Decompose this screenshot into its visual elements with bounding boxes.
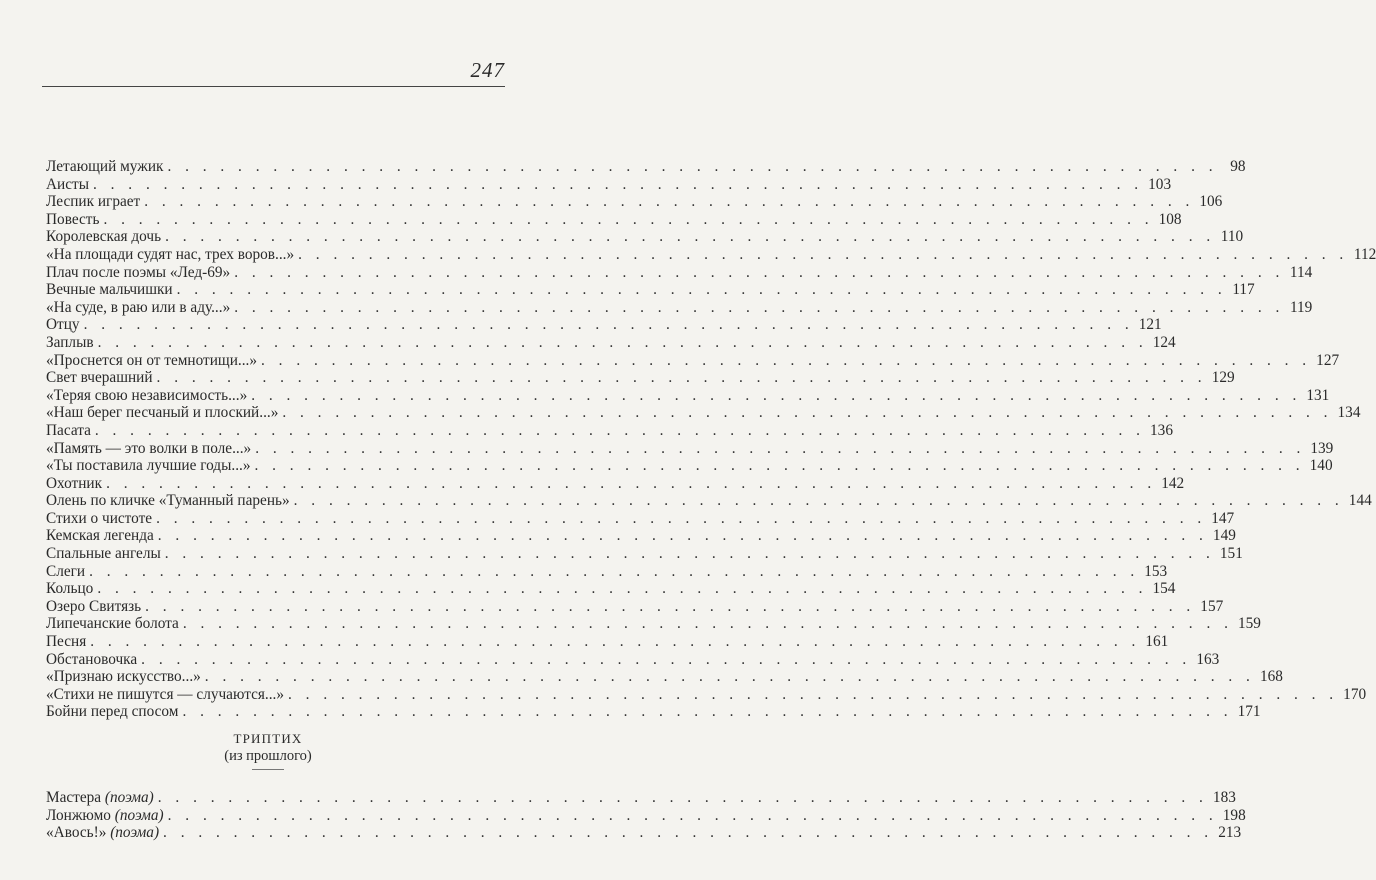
entry-title	[46, 651, 137, 669]
toc-entry	[46, 369, 1235, 387]
entry-title	[46, 789, 154, 807]
toc-entry	[46, 351, 1340, 370]
toc-list	[46, 158, 1376, 721]
entry-page: 129	[1211, 369, 1235, 387]
dot-leader: . . . . . . . . . . . . . . . . . . . . . . . . . . . . . . . . . . . . . . . . . . . . . . . . . . . . . . . . . . . .	[167, 806, 1218, 824]
entry-page: 124	[1152, 333, 1176, 351]
toc-entry	[46, 633, 1169, 651]
toc-entry	[46, 703, 1261, 721]
entry-title	[46, 264, 230, 282]
entry-title-text: Повесть	[46, 210, 100, 228]
toc-entry	[46, 245, 1376, 264]
entry-title-text: Заплыв	[46, 333, 94, 351]
entry-page: 161	[1145, 633, 1169, 651]
entry-title	[46, 228, 161, 246]
entry-title	[46, 807, 164, 825]
entry-page: 136	[1150, 421, 1173, 439]
entry-title	[46, 475, 102, 493]
toc-entry	[46, 806, 1246, 825]
toc-entry	[46, 457, 1333, 475]
entry-title	[46, 598, 141, 616]
toc-entry	[46, 580, 1176, 598]
entry-title-text: Бойни перед спосом	[46, 703, 179, 721]
toc-entry	[46, 228, 1244, 246]
toc-entry	[46, 158, 1246, 176]
entry-title-text: «Проснется он от темнотищи...»	[46, 351, 258, 369]
entry-title	[46, 633, 86, 651]
toc-entry	[46, 668, 1283, 686]
entry-title-text: «Ты поставила лучшие годы...»	[46, 457, 251, 475]
dot-leader: . . . . . . . . . . . . . . . . . . . . . . . . . . . . . . . . . . . . . . . . . . . . . . . . . . . . . . . . . . . .	[165, 228, 1216, 246]
entry-page: 103	[1148, 175, 1172, 193]
toc-entry	[46, 386, 1330, 405]
dot-leader: . . . . . . . . . . . . . . . . . . . . . . . . . . . . . . . . . . . . . . . . . . . . . . . . . . . . . . . . . . . .	[93, 175, 1144, 193]
entry-page: 163	[1196, 650, 1220, 668]
dot-leader: . . . . . . . . . . . . . . . . . . . . . . . . . . . . . . . . . . . . . . . . . . . . . . . . . . . . . . . . . . . .	[298, 245, 1349, 263]
entry-title-text: Лонжюмо	[46, 806, 111, 824]
dot-leader: . . . . . . . . . . . . . . . . . . . . . . . . . . . . . . . . . . . . . . . . . . . . . . . . . . . . . . . . . . . .	[141, 650, 1192, 668]
entry-title-text: Охотник	[46, 474, 103, 492]
entry-title	[46, 352, 257, 370]
dot-leader: . . . . . . . . . . . . . . . . . . . . . . . . . . . . . . . . . . . . . . . . . . . . . . . . . . . . . . . . . . . .	[89, 562, 1140, 580]
dot-leader: . . . . . . . . . . . . . . . . . . . . . . . . . . . . . . . . . . . . . . . . . . . . . . . . . . . . . . . . . . . .	[182, 703, 1233, 721]
entry-title	[46, 545, 161, 563]
entry-title	[46, 686, 284, 704]
dot-leader: . . . . . . . . . . . . . . . . . . . . . . . . . . . . . . . . . . . . . . . . . . . . . . . . . . . . . . . . . . . .	[182, 615, 1233, 633]
entry-title-text: Стихи о чистоте	[46, 509, 153, 527]
entry-title	[46, 492, 290, 510]
toc-entry	[46, 492, 1372, 510]
dot-leader: . . . . . . . . . . . . . . . . . . . . . . . . . . . . . . . . . . . . . . . . . . . . . . . . . . . . . . . . . . . .	[94, 421, 1145, 439]
dot-leader: . . . . . . . . . . . . . . . . . . . . . . . . . . . . . . . . . . . . . . . . . . . . . . . . . . . . . . . . . . . .	[261, 351, 1312, 369]
entry-title-text: Пасата	[46, 421, 91, 439]
entry-title	[46, 334, 94, 352]
toc-entry	[46, 615, 1261, 633]
toc-entry	[46, 597, 1224, 616]
toc-entry	[46, 333, 1176, 352]
entry-title-text: Песня	[46, 633, 87, 651]
entry-title-text: Отцу	[46, 316, 80, 334]
entry-title-text: Вечные мальчишки	[46, 281, 173, 299]
dot-leader: . . . . . . . . . . . . . . . . . . . . . . . . . . . . . . . . . . . . . . . . . . . . . . . . . . . . . . . . . . . .	[156, 509, 1207, 527]
entry-page: 157	[1200, 597, 1224, 615]
entry-page: 154	[1152, 580, 1176, 598]
entry-title	[46, 824, 159, 842]
entry-title-text: «На суде, в раю или в аду...»	[46, 298, 231, 316]
entry-page: 140	[1309, 457, 1333, 475]
entry-title-text: Кольцо	[46, 580, 94, 598]
toc-entry	[46, 404, 1361, 422]
entry-title-text: Олень по кличке «Туманный парень»	[46, 492, 290, 510]
dot-leader: . . . . . . . . . . . . . . . . . . . . . . . . . . . . . . . . . . . . . . . . . . . . . . . . . . . . . . . . . . . .	[97, 580, 1148, 598]
entry-page: 142	[1161, 474, 1185, 492]
entry-page: 149	[1212, 527, 1236, 545]
entry-note: (поэма)	[114, 806, 164, 824]
toc-entry	[46, 474, 1185, 493]
entry-title	[46, 211, 99, 229]
toc-entry	[46, 316, 1162, 334]
entry-title	[46, 387, 247, 405]
dot-leader: . . . . . . . . . . . . . . . . . . . . . . . . . . . . . . . . . . . . . . . . . . . . . . . . . . . . . . . . . . . .	[251, 386, 1302, 404]
entry-title-text: Кемская легенда	[46, 527, 154, 545]
entry-page: 98	[1230, 158, 1246, 175]
table-of-contents	[46, 158, 1376, 842]
entry-title	[46, 246, 294, 264]
entry-title-text: Королевская дочь	[46, 228, 162, 246]
toc-entry	[46, 175, 1172, 194]
entry-page: 112	[1353, 245, 1376, 263]
dot-leader: . . . . . . . . . . . . . . . . . . . . . . . . . . . . . . . . . . . . . . . . . . . . . . . . . . . . . . . . . . . .	[255, 439, 1306, 457]
entry-page: 106	[1199, 193, 1223, 211]
toc-entry	[46, 263, 1313, 282]
entry-title-text: Мастера	[46, 789, 102, 806]
dot-leader: . . . . . . . . . . . . . . . . . . . . . . . . . . . . . . . . . . . . . . . . . . . . . . . . . . . . . . . . . . . .	[288, 685, 1339, 703]
entry-title-text: Озеро Свитязь	[46, 597, 142, 615]
dot-leader: . . . . . . . . . . . . . . . . . . . . . . . . . . . . . . . . . . . . . . . . . . . . . . . . . . . . . . . . . . . .	[156, 369, 1207, 387]
dot-leader: . . . . . . . . . . . . . . . . . . . . . . . . . . . . . . . . . . . . . . . . . . . . . . . . . . . . . . . . . . . .	[254, 457, 1305, 475]
entry-title	[46, 422, 91, 440]
entry-title-text: «На площади судят нас, трех воров...»	[46, 245, 295, 263]
entry-page: 114	[1289, 263, 1313, 281]
entry-title	[46, 510, 152, 528]
entry-page: 213	[1218, 824, 1242, 842]
entry-page: 134	[1337, 404, 1361, 422]
section-heading: ТРИПТИХ	[233, 731, 303, 746]
entry-title-text: Спальные ангелы	[46, 545, 161, 563]
entry-title	[46, 369, 153, 387]
section-list	[46, 789, 1246, 842]
section-subheading: (из прошлого)	[224, 748, 312, 764]
entry-page: 117	[1232, 281, 1255, 299]
entry-title	[46, 316, 80, 334]
entry-title-text: «Признаю искусство...»	[46, 668, 201, 686]
entry-title	[46, 176, 89, 194]
entry-title-text: Слеги	[46, 562, 86, 580]
entry-page: 119	[1289, 298, 1313, 316]
entry-page: 147	[1211, 509, 1235, 527]
toc-entry	[46, 298, 1313, 317]
toc-entry	[46, 789, 1236, 807]
entry-note: (поэма)	[110, 824, 160, 842]
entry-page: 198	[1222, 806, 1246, 824]
entry-page: 171	[1237, 703, 1261, 721]
entry-title	[46, 580, 93, 598]
entry-page: 139	[1310, 439, 1334, 457]
entry-title	[46, 299, 230, 317]
toc-entry	[46, 685, 1367, 704]
toc-entry	[46, 824, 1242, 842]
entry-title-text: Леспик играет	[46, 193, 141, 211]
entry-title	[46, 281, 173, 299]
entry-title	[46, 457, 251, 475]
dot-leader: . . . . . . . . . . . . . . . . . . . . . . . . . . . . . . . . . . . . . . . . . . . . . . . . . . . . . . . . . . . .	[97, 333, 1148, 351]
toc-entry	[46, 527, 1236, 545]
dot-leader: . . . . . . . . . . . . . . . . . . . . . . . . . . . . . . . . . . . . . . . . . . . . . . . . . . . . . . . . . . . .	[145, 597, 1196, 615]
entry-title-text: Липечанские болота	[46, 615, 179, 633]
entry-page: 168	[1259, 668, 1283, 686]
dot-leader: . . . . . . . . . . . . . . . . . . . . . . . . . . . . . . . . . . . . . . . . . . . . . . . . . . . . . . . . . . . .	[163, 824, 1214, 842]
toc-entry	[46, 439, 1334, 458]
dot-leader: . . . . . . . . . . . . . . . . . . . . . . . . . . . . . . . . . . . . . . . . . . . . . . . . . . . . . . . . . . . .	[90, 633, 1141, 651]
entry-page: 151	[1219, 545, 1243, 563]
entry-title	[46, 158, 163, 176]
entry-title	[46, 703, 178, 721]
entry-page: 108	[1158, 210, 1182, 228]
toc-entry	[46, 562, 1168, 581]
entry-title-text: Свет вчерашний	[46, 369, 153, 387]
entry-title	[46, 615, 179, 633]
toc-entry	[46, 650, 1220, 669]
entry-title-text: Обстановочка	[46, 650, 138, 668]
dot-leader: . . . . . . . . . . . . . . . . . . . . . . . . . . . . . . . . . . . . . . . . . . . . . . . . . . . . . . . . . . . .	[167, 158, 1218, 175]
toc-entry	[46, 281, 1255, 299]
toc-entry	[46, 509, 1235, 528]
dot-leader: . . . . . . . . . . . . . . . . . . . . . . . . . . . . . . . . . . . . . . . . . . . . . . . . . . . . . . . . . . . .	[157, 789, 1208, 806]
dot-leader: . . . . . . . . . . . . . . . . . . . . . . . . . . . . . . . . . . . . . . . . . . . . . . . . . . . . . . . . . . . .	[293, 492, 1344, 510]
entry-page: 144	[1348, 492, 1372, 510]
section-rule	[252, 769, 284, 770]
entry-title	[46, 668, 201, 686]
toc-entry	[46, 421, 1173, 440]
entry-title	[46, 404, 278, 422]
entry-page: 110	[1220, 228, 1244, 246]
entry-page: 127	[1316, 351, 1340, 369]
entry-title-text: «Память — это волки в поле...»	[46, 439, 252, 457]
page-number: 247	[470, 58, 505, 82]
entry-page: 159	[1237, 615, 1261, 633]
entry-title	[46, 440, 251, 458]
entry-title-text: Аисты	[46, 175, 89, 193]
dot-leader: . . . . . . . . . . . . . . . . . . . . . . . . . . . . . . . . . . . . . . . . . . . . . . . . . . . . . . . . . . . .	[176, 281, 1227, 299]
entry-title-text: Плач после поэмы «Лед-69»	[46, 263, 231, 281]
dot-leader: . . . . . . . . . . . . . . . . . . . . . . . . . . . . . . . . . . . . . . . . . . . . . . . . . . . . . . . . . . . .	[83, 316, 1134, 334]
dot-leader: . . . . . . . . . . . . . . . . . . . . . . . . . . . . . . . . . . . . . . . . . . . . . . . . . . . . . . . . . . . .	[144, 193, 1195, 211]
toc-entry	[46, 545, 1243, 563]
toc-entry	[46, 210, 1182, 229]
entry-title	[46, 527, 154, 545]
entry-title	[46, 193, 140, 211]
dot-leader: . . . . . . . . . . . . . . . . . . . . . . . . . . . . . . . . . . . . . . . . . . . . . . . . . . . . . . . . . . . .	[234, 298, 1285, 316]
toc-entry	[46, 193, 1223, 211]
dot-leader: . . . . . . . . . . . . . . . . . . . . . . . . . . . . . . . . . . . . . . . . . . . . . . . . . . . . . . . . . . . .	[234, 263, 1285, 281]
dot-leader: . . . . . . . . . . . . . . . . . . . . . . . . . . . . . . . . . . . . . . . . . . . . . . . . . . . . . . . . . . . .	[106, 474, 1157, 492]
entry-note: (поэма)	[104, 789, 154, 806]
dot-leader: . . . . . . . . . . . . . . . . . . . . . . . . . . . . . . . . . . . . . . . . . . . . . . . . . . . . . . . . . . . .	[157, 527, 1208, 545]
entry-page: 170	[1343, 685, 1367, 703]
header-rule	[42, 86, 505, 87]
entry-title-text: Летающий мужик	[46, 158, 164, 175]
entry-title-text: «Стихи не пишутся — случаются...»	[46, 685, 285, 703]
dot-leader: . . . . . . . . . . . . . . . . . . . . . . . . . . . . . . . . . . . . . . . . . . . . . . . . . . . . . . . . . . . .	[164, 545, 1215, 563]
entry-page: 121	[1138, 316, 1162, 334]
entry-title-text: «Наш берег песчаный и плоский...»	[46, 404, 279, 422]
entry-page: 131	[1306, 386, 1330, 404]
entry-page: 153	[1144, 562, 1168, 580]
dot-leader: . . . . . . . . . . . . . . . . . . . . . . . . . . . . . . . . . . . . . . . . . . . . . . . . . . . . . . . . . . . .	[204, 668, 1255, 686]
dot-leader: . . . . . . . . . . . . . . . . . . . . . . . . . . . . . . . . . . . . . . . . . . . . . . . . . . . . . . . . . . . .	[282, 404, 1333, 422]
dot-leader: . . . . . . . . . . . . . . . . . . . . . . . . . . . . . . . . . . . . . . . . . . . . . . . . . . . . . . . . . . . .	[103, 210, 1154, 228]
entry-title	[46, 563, 85, 581]
entry-title-text: «Теряя свою независимость...»	[46, 386, 248, 404]
entry-title-text: «Авось!»	[46, 824, 107, 842]
entry-page: 183	[1212, 789, 1236, 806]
